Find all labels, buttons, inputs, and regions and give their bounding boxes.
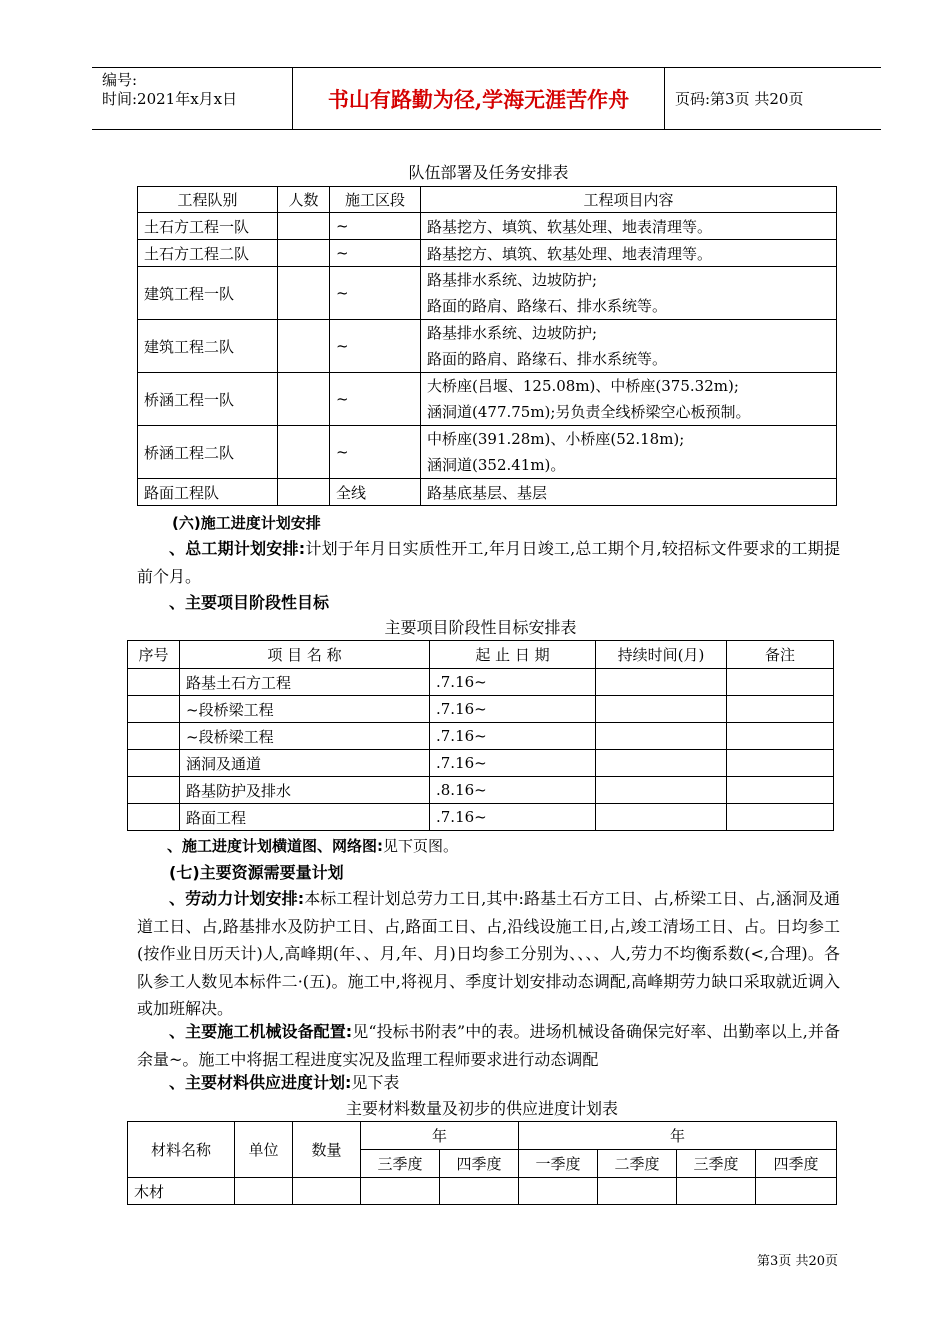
table-header-row xyxy=(138,187,837,213)
no-cell xyxy=(128,696,180,723)
date-cell: .7.16~ xyxy=(430,723,596,750)
team-cell: 建筑工程一队 xyxy=(138,267,278,320)
duration-cell xyxy=(596,723,727,750)
count-cell xyxy=(278,479,330,506)
col-header: 年 xyxy=(361,1122,519,1150)
page-header xyxy=(92,67,881,130)
content-cell xyxy=(421,479,837,506)
paragraph-lead: 、施工进度计划横道图、网络图: xyxy=(167,837,384,855)
section-cell: ~ xyxy=(330,267,421,320)
note-cell xyxy=(727,696,834,723)
col-header: 人数 xyxy=(278,187,330,213)
no-cell xyxy=(128,804,180,831)
content-line: 涵洞道(477.75m);另负责全线桥梁空心板预制。 xyxy=(427,403,751,421)
content-cell xyxy=(421,267,837,320)
team-cell: 土石方工程一队 xyxy=(138,213,278,240)
date-cell: .7.16~ xyxy=(430,804,596,831)
note-cell xyxy=(727,804,834,831)
team-cell: 土石方工程二队 xyxy=(138,240,278,267)
count-cell xyxy=(278,320,330,373)
col-header: 工程项目内容 xyxy=(421,187,837,213)
paragraph-total-schedule xyxy=(137,535,840,590)
paragraph-text: 计划于年月日实质性开工,年月日竣工,总工期个月,较招标文件要求的工期提前个月。 xyxy=(137,539,840,586)
team-cell: 桥涵工程一队 xyxy=(138,373,278,426)
page-footer: 第3页 共20页 xyxy=(757,1254,838,1269)
cell xyxy=(677,1178,756,1205)
col-header: 年 xyxy=(519,1122,837,1150)
section-cell: ~ xyxy=(330,240,421,267)
duration-cell xyxy=(596,669,727,696)
col-header: 持续时间(月) xyxy=(596,641,727,669)
section7-heading: (七)主要资源需要量计划 xyxy=(169,863,344,882)
section-cell: ~ xyxy=(330,373,421,426)
no-cell xyxy=(128,750,180,777)
name-cell: 路基土石方工程 xyxy=(180,669,430,696)
table-row xyxy=(128,1178,837,1205)
content-line: 涵洞道(352.41m)。 xyxy=(427,456,566,474)
col-header: 备注 xyxy=(727,641,834,669)
serial-label: 编号: xyxy=(102,71,138,89)
paragraph-lead: 、主要施工机械设备配置: xyxy=(169,1022,353,1041)
content-cell xyxy=(421,373,837,426)
content-cell xyxy=(421,213,837,240)
col-header: 四季度 xyxy=(756,1150,837,1178)
duration-cell xyxy=(596,804,727,831)
content-line: 路基排水系统、边坡防护; xyxy=(427,324,598,342)
table-header-row xyxy=(128,641,834,669)
col-header: 材料名称 xyxy=(128,1122,235,1178)
cell xyxy=(756,1178,837,1205)
duration-cell xyxy=(596,777,727,804)
name-cell: 路面工程 xyxy=(180,804,430,831)
team-cell: 路面工程队 xyxy=(138,479,278,506)
table-row xyxy=(138,320,837,373)
name-cell: ~段桥梁工程 xyxy=(180,723,430,750)
content-line: 路基排水系统、边坡防护; xyxy=(427,271,598,289)
paragraph-text: 见下页图。 xyxy=(383,837,459,855)
col-header: 项 目 名 称 xyxy=(180,641,430,669)
content-line: 大桥座(吕堰、125.08m)、中桥座(375.32m); xyxy=(427,377,739,395)
table-row xyxy=(128,804,834,831)
cell xyxy=(293,1178,361,1205)
col-header: 一季度 xyxy=(519,1150,598,1178)
col-header: 数量 xyxy=(293,1122,361,1178)
date-cell: .8.16~ xyxy=(430,777,596,804)
paragraph-gantt xyxy=(137,833,840,861)
section6-heading: (六)施工进度计划安排 xyxy=(172,514,321,532)
duration-cell xyxy=(596,750,727,777)
content-line: 路面的路肩、路缘石、排水系统等。 xyxy=(427,350,668,368)
paragraph-text: 见“投标书附表”中的表。进场机械设备确保完好率、出勤率以上,并备余量~。施工中将据工程进度实况及监理工程师要求进行动态调配 xyxy=(137,1022,840,1069)
table-row xyxy=(128,723,834,750)
table3-caption: 主要材料数量及初步的供应进度计划表 xyxy=(345,1099,618,1118)
team-cell: 桥涵工程二队 xyxy=(138,426,278,479)
no-cell xyxy=(128,777,180,804)
content-line: 路基挖方、填筑、软基处理、地表清理等。 xyxy=(427,244,713,263)
count-cell xyxy=(278,213,330,240)
content-line: 路面的路肩、路缘石、排水系统等。 xyxy=(427,297,668,315)
cell xyxy=(361,1178,440,1205)
motto: 书山有路勤为径,学海无涯苦作舟 xyxy=(293,68,665,129)
section-cell: ~ xyxy=(330,213,421,240)
note-cell xyxy=(727,669,834,696)
col-header: 二季度 xyxy=(598,1150,677,1178)
time-label: 时间:2021年x月x日 xyxy=(102,90,238,108)
col-header: 施工区段 xyxy=(330,187,421,213)
count-cell xyxy=(278,373,330,426)
paragraph-lead: 、劳动力计划安排: xyxy=(169,889,305,908)
team-deployment-table xyxy=(137,186,837,506)
note-cell xyxy=(727,750,834,777)
table-row xyxy=(138,240,837,267)
table-row xyxy=(128,750,834,777)
note-cell xyxy=(727,723,834,750)
paragraph-machinery xyxy=(137,1018,840,1073)
cell xyxy=(598,1178,677,1205)
duration-cell xyxy=(596,696,727,723)
paragraph-text: 本标工程计划总劳力工日,其中:路基土石方工日、占,桥梁工日、占,涵洞及通道工日、占,路基排水及防护工日、占,路面工日、占,沿线设施工日,占,竣工清场工日、占。日均参工(按作业日历天计)人,高峰期(年、、月,年、月)日均参工分别为、、、、人,劳力不均衡系数(<,合理)。各队参工人数见本标件二·(五)。施工中,将视月、季度计划安排动态调配,高峰期劳力缺口采取就近调入或加班解决。 xyxy=(137,889,840,1018)
table2-caption: 主要项目阶段性目标安排表 xyxy=(384,618,577,637)
col-header: 序号 xyxy=(128,641,180,669)
table-row xyxy=(128,696,834,723)
section-cell: ~ xyxy=(330,320,421,373)
material-supply-table xyxy=(127,1121,837,1205)
name-cell: 涵洞及通道 xyxy=(180,750,430,777)
table-row xyxy=(128,777,834,804)
content-cell xyxy=(421,320,837,373)
no-cell xyxy=(128,669,180,696)
content-line: 路基挖方、填筑、软基处理、地表清理等。 xyxy=(427,217,713,236)
count-cell xyxy=(278,267,330,320)
note-cell xyxy=(727,777,834,804)
paragraph-material-plan xyxy=(137,1069,840,1097)
table1-caption: 队伍部署及任务安排表 xyxy=(408,163,569,182)
col-header: 起 止 日 期 xyxy=(430,641,596,669)
material-name-cell: 木材 xyxy=(128,1178,235,1205)
paragraph-lead: 、总工期计划安排: xyxy=(169,539,306,558)
table-row xyxy=(138,479,837,506)
paragraph-milestones-heading: 、主要项目阶段性目标 xyxy=(169,593,330,612)
content-cell xyxy=(421,240,837,267)
col-header: 四季度 xyxy=(440,1150,519,1178)
no-cell xyxy=(128,723,180,750)
name-cell: 路基防护及排水 xyxy=(180,777,430,804)
cell xyxy=(440,1178,519,1205)
section-cell: ~ xyxy=(330,426,421,479)
paragraph-labor-plan xyxy=(137,885,840,1023)
content-line: 中桥座(391.28m)、小桥座(52.18m); xyxy=(427,430,685,448)
section-cell: 全线 xyxy=(330,479,421,506)
cell xyxy=(235,1178,293,1205)
table-row xyxy=(138,373,837,426)
count-cell xyxy=(278,240,330,267)
cell xyxy=(519,1178,598,1205)
table-row xyxy=(138,267,837,320)
content-line: 路基底基层、基层 xyxy=(427,483,548,502)
date-cell: .7.16~ xyxy=(430,750,596,777)
team-cell: 建筑工程二队 xyxy=(138,320,278,373)
milestone-table xyxy=(127,640,834,831)
count-cell xyxy=(278,426,330,479)
name-cell: ~段桥梁工程 xyxy=(180,696,430,723)
paragraph-lead: 、主要材料供应进度计划: xyxy=(169,1073,352,1092)
paragraph-text: 见下表 xyxy=(351,1073,400,1092)
col-header: 三季度 xyxy=(677,1150,756,1178)
header-left-cell xyxy=(92,68,293,129)
table-row xyxy=(138,426,837,479)
date-cell: .7.16~ xyxy=(430,669,596,696)
content-cell xyxy=(421,426,837,479)
col-header: 工程队别 xyxy=(138,187,278,213)
col-header: 单位 xyxy=(235,1122,293,1178)
table-row xyxy=(128,669,834,696)
table-header-row xyxy=(128,1122,837,1150)
col-header: 三季度 xyxy=(361,1150,440,1178)
page-number-label: 页码:第3页 共20页 xyxy=(675,90,804,108)
table-row xyxy=(138,213,837,240)
date-cell: .7.16~ xyxy=(430,696,596,723)
